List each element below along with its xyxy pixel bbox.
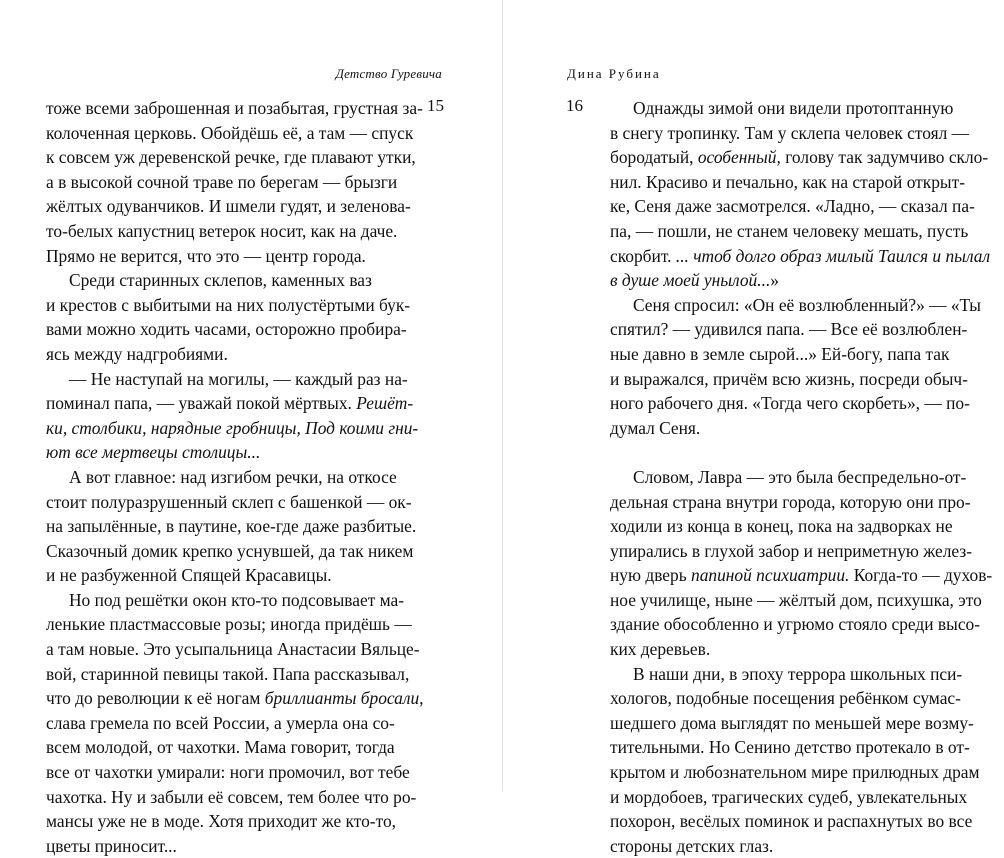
- text-line: ке, Сеня даже засмотрелся. «Ладно, — сказал па-: [610, 196, 975, 217]
- text-line: па, — пошли, не станем человеку мешать, пусть: [610, 220, 969, 241]
- paragraph-start-line: В наши дни, в эпоху террора школьных пси-: [633, 663, 963, 684]
- text-line: и не разбуженной Спящей Красавицы.: [46, 565, 332, 586]
- text-line: ленькие пластмассовые розы; иногда придёшь —: [46, 614, 412, 635]
- text-line: ходили из конца в конец, пока на задворках не: [610, 516, 953, 537]
- paragraph-start-line: — Не наступай на могилы, — каждый раз на-: [69, 368, 408, 389]
- italic-phrase: бриллианты бросали,: [264, 688, 424, 709]
- text-line: то-белых капустниц ветерок носит, как на даче.: [46, 220, 398, 241]
- text-line: ные давно в земле сырой...» Ей-богу, папа так: [610, 343, 950, 364]
- text-line: и мордобоев, трагических судеб, увлекательных: [610, 786, 968, 807]
- italic-quote-line: ки, столбики, нарядные гробницы, Под коими гни-: [46, 417, 419, 438]
- italic-quote: ... чтоб долго образ милый Таился и пылал: [675, 245, 991, 266]
- text-line: в снегу тропинку. Там у склепа человек стоял —: [610, 122, 970, 143]
- page-number: 16: [566, 96, 583, 115]
- text-line: ясь между надгробиями.: [46, 343, 228, 364]
- paragraph-start-line: Однажды зимой они видели протоптанную: [633, 98, 954, 118]
- italic-quote: в душе моей унылой...: [610, 270, 771, 291]
- text-line: Прямо не верится, что это — центр города.: [46, 245, 366, 266]
- text-line: ного рабочего дня. «Тогда чего скорбеть», — по-: [610, 393, 970, 414]
- text-line: колоченная церковь. Обойдёшь её, а там — спуск: [46, 122, 414, 143]
- text-line: и крестов с выбитыми на них полустёртыми бук-: [46, 294, 411, 315]
- running-head: Детство Гуревича: [335, 66, 442, 81]
- italic-quote: Решёт-: [356, 393, 414, 414]
- text-line: мансы уже не в моде. Хотя приходит же кто-то,: [46, 811, 397, 832]
- text-segment: поминал папа, — уважай покой мёртвых.: [46, 393, 352, 414]
- body-text: [610, 96, 993, 858]
- text-line: тоже всеми заброшенная и позабытая, грустная за-: [46, 98, 423, 118]
- text-line: слава гремела по всей России, а умерла она со-: [46, 712, 395, 733]
- text-line: спятил? — удивился папа. — Все её возлюблен-: [610, 319, 968, 340]
- page-number: 15: [427, 96, 444, 115]
- text-line: а там новые. Это усыпальница Анастасии Вяльце-: [46, 639, 420, 660]
- italic-word: особенный,: [697, 147, 781, 168]
- text-line: все от чахотки умирали: ноги промочил, вот тебе: [46, 762, 410, 783]
- text-segment: что до революции к её ногам: [46, 688, 261, 709]
- text-line: шедшего дома выглядят по меньшей мере возму-: [610, 712, 974, 733]
- text-line: стоит полуразрушенный склеп с башенкой — ок-: [46, 491, 412, 512]
- paragraph-start-line: Словом, Лавра — это была беспредельно-от-: [633, 466, 967, 487]
- text-line: вой, старинной певицы такой. Папа рассказывал,: [46, 663, 410, 684]
- paragraph-start-line: Но под решётки окон кто-то подсовывает ма-: [69, 589, 405, 610]
- text-line: здание обособленно и угрюмо стояло среди высо-: [610, 614, 981, 635]
- paragraph-start-line: Сеня спросил: «Он её возлюбленный?» — «Ты: [633, 294, 981, 315]
- text-line: нил. Красиво и печально, как на старой открыт-: [610, 171, 965, 192]
- text-line: всем молодой, от чахотки. Мама говорит, тогда: [46, 737, 395, 758]
- text-line: и выражался, причём всю жизнь, посреди обыч-: [610, 368, 968, 389]
- paragraph-start-line: А вот главное: над изгибом речки, на откосе: [69, 466, 397, 487]
- paragraph-start-line: Среди старинных склепов, каменных ваз: [69, 270, 372, 291]
- text-line: чахотка. Ну и забыли её совсем, тем более что ро-: [46, 786, 417, 807]
- text-line: хологов, подобные посещения ребёнком сумас-: [610, 688, 961, 709]
- text-line-mixed: [46, 391, 414, 416]
- text-line-mixed: [610, 563, 993, 588]
- section-break: [610, 440, 960, 465]
- text-segment: ную дверь: [610, 565, 687, 586]
- right-page: [503, 0, 1004, 856]
- text-line: Сказочный домик крепко уснувшей, да так никем: [46, 540, 414, 561]
- italic-phrase: папиной психиатрии.: [691, 565, 850, 586]
- text-line: цветы приносит...: [46, 835, 177, 856]
- left-page: [0, 0, 502, 856]
- running-head: Дина Рубина: [567, 66, 661, 81]
- text-line: тительными. Но Сенино детство протекало в от-: [610, 737, 970, 758]
- text-line: ких деревьев.: [610, 639, 711, 660]
- text-segment: голову так задумчиво скло-: [785, 147, 989, 168]
- text-line-mixed: [46, 686, 424, 711]
- text-line: похорон, весёлых поминок и распахнутых во все: [610, 811, 973, 832]
- text-line: стороны детских глаз.: [610, 835, 774, 856]
- italic-quote-line: ют все мертвецы столицы...: [46, 442, 261, 463]
- text-line-mixed: [610, 244, 991, 269]
- body-text: [46, 96, 424, 858]
- text-segment: бородатый,: [610, 147, 694, 168]
- text-line: ное училище, ныне — жёлтый дом, психушка, это: [610, 589, 982, 610]
- text-line: к совсем уж деревенской речке, где плавают утки,: [46, 147, 416, 168]
- text-line: вами можно ходить часами, осторожно пробира-: [46, 319, 407, 340]
- text-line: крытом и любознательном мире прилюдных драм: [610, 762, 980, 783]
- text-line: жёлтых одуванчиков. И шмели гудят, и зеленова-: [46, 196, 411, 217]
- text-line: думал Сеня.: [610, 417, 701, 438]
- text-line: на запылённые, в паутине, кое-где даже разбитые.: [46, 516, 417, 537]
- text-segment: скорбит.: [610, 245, 672, 266]
- text-segment: »: [770, 270, 779, 291]
- text-line-mixed: [610, 145, 989, 170]
- text-line: упирались в глухой забор и неприметную желез-: [610, 540, 973, 561]
- text-line: а в высокой сочной траве по берегам — брызги: [46, 171, 398, 192]
- text-line-mixed: [610, 268, 960, 293]
- text-segment: Когда-то — духов-: [853, 565, 993, 586]
- text-line: дельная страна внутри города, которую они про-: [610, 491, 971, 512]
